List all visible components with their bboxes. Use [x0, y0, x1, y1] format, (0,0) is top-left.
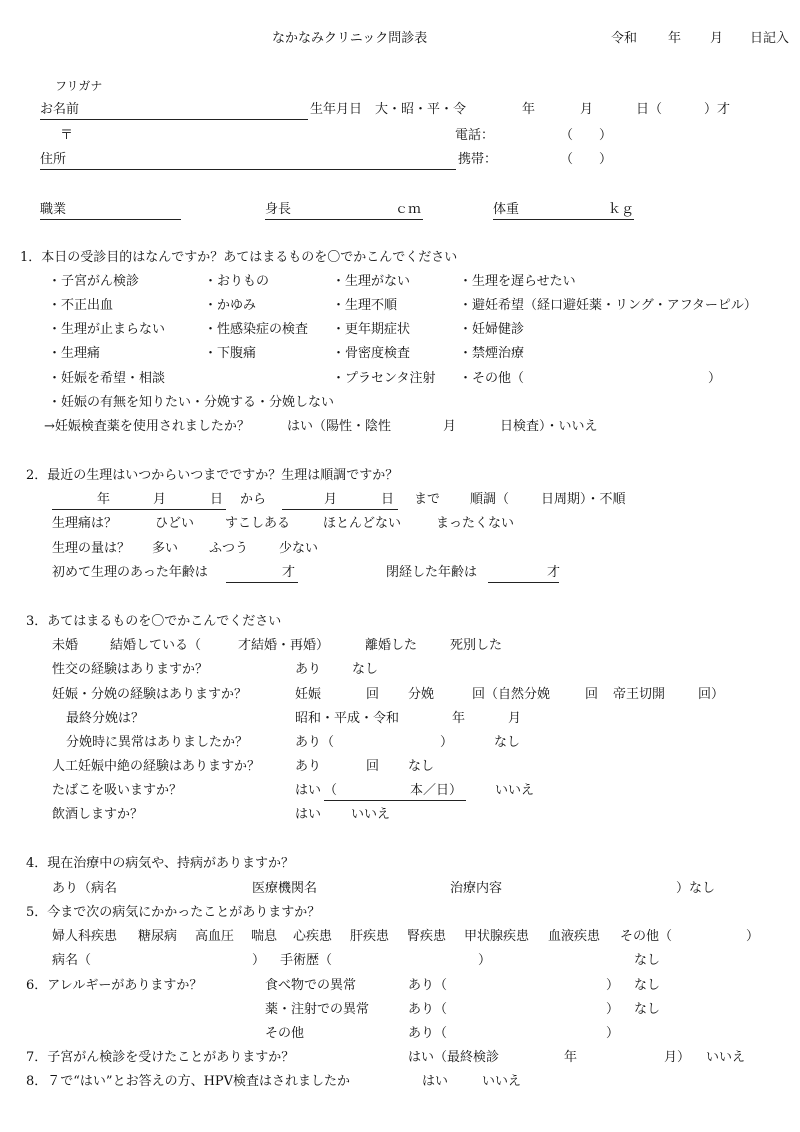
q3-drink-q: 飲酒しますか？	[52, 807, 144, 822]
q1-option[interactable]: ・生理を遅らせたい	[459, 274, 576, 289]
q3-marital-option[interactable]: 死別した	[450, 638, 503, 653]
q3-smoke-unit: 本／日）	[410, 783, 463, 798]
q1-option[interactable]: ・子宮がん検診	[48, 274, 140, 289]
q1-option[interactable]: ・性感染症の検査	[204, 322, 309, 337]
q4-institution: 医療機関名	[252, 881, 318, 896]
birth-month: 月	[580, 102, 594, 117]
q5-name-close: ）	[252, 953, 266, 968]
q2-amount-option[interactable]: 少ない	[279, 541, 319, 556]
q3-abortion-count-unit: 回	[366, 759, 380, 774]
q3-last-month: 月	[508, 711, 522, 726]
q3-cesarean[interactable]: 帝王切開	[613, 687, 666, 702]
q6-food-yes[interactable]: あり（	[408, 978, 448, 993]
q2-menopause-unit: 才	[547, 565, 561, 580]
q2-to-field[interactable]	[282, 509, 398, 510]
q1-option[interactable]: ・禁煙治療	[459, 346, 525, 361]
birth-year: 年	[522, 102, 536, 117]
q2-made: まで	[414, 492, 441, 507]
q5-disease-option[interactable]: 肝疾患	[350, 929, 390, 944]
q6-drug-label: 薬・注射での異常	[265, 1002, 370, 1017]
q5-disease-option[interactable]: 婦人科疾患	[52, 929, 118, 944]
postal-mark: 〒	[60, 128, 74, 143]
q1-option[interactable]: ・妊娠を希望・相談	[48, 371, 166, 386]
q3-abnormal-close: ）	[440, 735, 454, 750]
q3-drink-yes[interactable]: はい	[295, 807, 322, 822]
q2-kara: から	[240, 492, 267, 507]
furigana-label: フリガナ	[55, 79, 103, 93]
q3-smoke-yes[interactable]: はい	[295, 783, 322, 798]
q6-other-label: その他	[265, 1026, 305, 1041]
address-field[interactable]	[40, 169, 456, 170]
height-label: 身長	[265, 202, 292, 217]
phone-paren: （ ）	[560, 128, 613, 143]
q2-amount-label: 生理の量は？	[52, 541, 131, 556]
q2-menarche-unit: 才	[282, 565, 296, 580]
q2-pain-option[interactable]: ほとんどない	[323, 516, 402, 531]
job-label: 職業	[40, 202, 67, 217]
q1-option[interactable]: ・避妊希望（経口避妊薬・リング・アフターピル）	[459, 298, 757, 313]
q3-abnormal-yes[interactable]: あり（	[295, 735, 335, 750]
q3-abortion-no[interactable]: なし	[408, 759, 435, 774]
age-suffix: ）才	[704, 102, 731, 117]
q8-no[interactable]: いいえ	[482, 1074, 522, 1089]
q7-no[interactable]: いいえ	[706, 1050, 746, 1065]
header-month: 月	[710, 31, 724, 46]
q3-natural-delivery[interactable]: 回（自然分娩	[472, 687, 551, 702]
q3-married-age[interactable]: 才結婚・再婚）	[238, 638, 330, 653]
q2-pain-label: 生理痛は？	[52, 516, 118, 531]
q3-preg-count-unit: 回	[366, 687, 380, 702]
q5-disease-option[interactable]: 心疾患	[293, 929, 333, 944]
q2-to-day: 日	[381, 492, 395, 507]
q3-last-year: 年	[452, 711, 466, 726]
q6-other-close: ）	[606, 1026, 620, 1041]
phone-label: 電話：	[455, 128, 495, 143]
q3-abnormal-no[interactable]: なし	[494, 735, 521, 750]
address-label: 住所	[40, 152, 67, 167]
q3-question: 3．あてはまるものを〇でかこんでください	[26, 614, 282, 629]
q2-menarche-label: 初めて生理のあった年齢は	[52, 565, 208, 580]
q2-pain-option[interactable]: ひどい	[155, 516, 195, 531]
q5-none[interactable]: なし	[634, 953, 661, 968]
q1-option[interactable]: ・プラセンタ注射	[332, 371, 436, 386]
q6-question: 6．アレルギーがありますか？	[26, 978, 203, 993]
q8-yes[interactable]: はい	[422, 1074, 449, 1089]
mobile-paren: （ ）	[560, 152, 613, 167]
q3-abortion-q: 人工妊娠中絶の経験はありますか？	[52, 759, 261, 774]
q1-option[interactable]: ・かゆみ	[204, 298, 257, 313]
q2-amount-option[interactable]: 多い	[152, 541, 179, 556]
q1-option[interactable]: ・生理が止まらない	[48, 322, 166, 337]
q5-disease-option[interactable]: 血液疾患	[548, 929, 601, 944]
q1-option[interactable]: ・生理がない	[332, 274, 411, 289]
q3-last-delivery-q: 最終分娩は？	[66, 711, 145, 726]
q3-natural-count-unit: 回	[585, 687, 599, 702]
q1-question: 1．本日の受診目的はなんですか？あてはまるものを〇でかこんでください	[20, 250, 458, 265]
q8-question: 8．７で“はい”とお答えの方、HPV検査はされましたか	[26, 1074, 351, 1089]
q2-from-field[interactable]	[52, 509, 226, 510]
q1-option[interactable]: ・妊婦健診	[459, 322, 525, 337]
q1-other-close: ）	[708, 371, 722, 386]
q5-disease-option[interactable]: 糖尿病	[138, 929, 178, 944]
q4-yes-disease[interactable]: あり（病名	[52, 881, 118, 896]
reiwa-label: 令和	[611, 31, 638, 46]
mobile-label: 携帯：	[458, 152, 498, 167]
q1-test-day-no[interactable]: 日検査）・いいえ	[500, 419, 598, 434]
q3-last-era[interactable]: 昭和・平成・令和	[295, 711, 400, 726]
q2-to-month: 月	[324, 492, 338, 507]
q6-drug-yes[interactable]: あり（	[408, 1002, 448, 1017]
q3-abortion-yes[interactable]: あり	[295, 759, 322, 774]
q1-option[interactable]: ・妊娠の有無を知りたい・分娩する・分娩しない	[48, 395, 335, 410]
q3-smoke-q: たばこを吸いますか？	[52, 783, 183, 798]
name-field[interactable]	[40, 119, 308, 120]
header-year: 年	[668, 31, 682, 46]
q1-option-other[interactable]: ・その他（	[459, 371, 525, 386]
q1-option[interactable]: ・生理不順	[332, 298, 398, 313]
q1-option[interactable]: ・下腹痛	[204, 346, 257, 361]
q2-period[interactable]: 日周期）・不順	[541, 492, 626, 507]
q3-sex-question: 性交の経験はありますか？	[52, 662, 209, 677]
job-field[interactable]	[40, 219, 181, 220]
q2-menopause-field[interactable]	[488, 582, 559, 583]
q1-option[interactable]: ・更年期症状	[332, 322, 411, 337]
q5-disease-other[interactable]: その他（	[620, 929, 673, 944]
q3-cesarean-count-unit: 回）	[698, 687, 725, 702]
q1-option[interactable]: ・生理痛	[48, 346, 101, 361]
q4-question: 4．現在治療中の病気や、持病がありますか？	[26, 856, 295, 871]
weight-field[interactable]	[493, 219, 634, 220]
q3-drink-no[interactable]: いいえ	[351, 807, 391, 822]
birthdate-label: 生年月日 大・昭・平・令	[310, 102, 467, 117]
q5-disease-option[interactable]: 甲状腺疾患	[464, 929, 530, 944]
q4-no[interactable]: ）なし	[676, 881, 716, 896]
q5-disease-option[interactable]: 腎疾患	[407, 929, 447, 944]
q1-option[interactable]: ・おりもの	[204, 274, 270, 289]
q3-delivery-label[interactable]: 分娩	[408, 687, 435, 702]
form-title: なかなみクリニック問診表	[272, 31, 428, 46]
q2-menopause-label: 閉経した年齢は	[386, 565, 478, 580]
q2-from-month: 月	[153, 492, 167, 507]
q1-option[interactable]: ・不正出血	[48, 298, 114, 313]
q1-option[interactable]: ・骨密度検査	[332, 346, 411, 361]
q2-amount-option[interactable]: ふつう	[209, 541, 249, 556]
weight-unit: ｋｇ	[608, 202, 635, 217]
q5-disease-name[interactable]: 病名（	[52, 953, 92, 968]
weight-label: 体重	[493, 202, 520, 217]
q6-drug-no[interactable]: なし	[634, 1002, 661, 1017]
q2-from-day: 日	[210, 492, 224, 507]
q5-disease-option[interactable]: 喘息	[251, 929, 278, 944]
q1-test-month: 月	[443, 419, 457, 434]
q7-question: 7．子宮がん検診を受けたことがありますか？	[26, 1050, 295, 1065]
height-field[interactable]	[265, 219, 423, 220]
name-label: お名前	[40, 102, 80, 117]
q5-question: 5．今まで次の病気にかかったことがありますか？	[26, 905, 321, 920]
q6-food-no[interactable]: なし	[634, 978, 661, 993]
q7-month: 月）	[664, 1050, 691, 1065]
q3-marital-option[interactable]: 離婚した	[365, 638, 418, 653]
q3-preg-label[interactable]: 妊娠	[295, 687, 322, 702]
q3-sex-yes[interactable]: あり	[295, 662, 322, 677]
q4-treatment: 治療内容	[450, 881, 503, 896]
q3-smoke-no[interactable]: いいえ	[495, 783, 535, 798]
q3-abnormal-q: 分娩時に異常はありましたか？	[66, 735, 249, 750]
q6-drug-close: ）	[606, 1002, 620, 1017]
q2-question: 2．最近の生理はいつからいつまでですか？生理は順調ですか？	[26, 468, 399, 483]
q3-marital-option[interactable]: 結婚している（	[110, 638, 202, 653]
q3-smoke-paren: （	[324, 783, 338, 798]
q5-surgery-close: ）	[478, 953, 492, 968]
q6-other-yes[interactable]: あり（	[408, 1026, 448, 1041]
q1-pregnancy-test-q: →妊娠検査薬を使用されましたか？	[44, 419, 250, 434]
q3-marital-option[interactable]: 未婚	[52, 638, 79, 653]
q7-yes[interactable]: はい（最終検診	[408, 1050, 500, 1065]
q2-from-year: 年	[97, 492, 111, 507]
birth-day: 日（	[636, 102, 663, 117]
q1-pregnancy-test-yes[interactable]: はい（陽性・陰性	[287, 419, 392, 434]
q3-smoke-field[interactable]	[324, 800, 466, 801]
header-day-written: 日記入	[750, 31, 790, 46]
q6-food-label: 食べ物での異常	[265, 978, 357, 993]
q5-disease-option[interactable]: 高血圧	[195, 929, 235, 944]
q5-other-close: ）	[746, 929, 760, 944]
q2-pain-option[interactable]: まったくない	[436, 516, 515, 531]
q2-menarche-field[interactable]	[226, 582, 298, 583]
q2-pain-option[interactable]: すこしある	[225, 516, 291, 531]
q3-sex-no[interactable]: なし	[352, 662, 379, 677]
height-unit: ｃｍ	[395, 202, 422, 217]
q7-year: 年	[564, 1050, 578, 1065]
q3-preg-question: 妊娠・分娩の経験はありますか？	[52, 687, 248, 702]
q6-food-close: ）	[606, 978, 620, 993]
q5-surgery-history[interactable]: 手術歴（	[280, 953, 333, 968]
q2-regular[interactable]: 順調（	[470, 492, 510, 507]
